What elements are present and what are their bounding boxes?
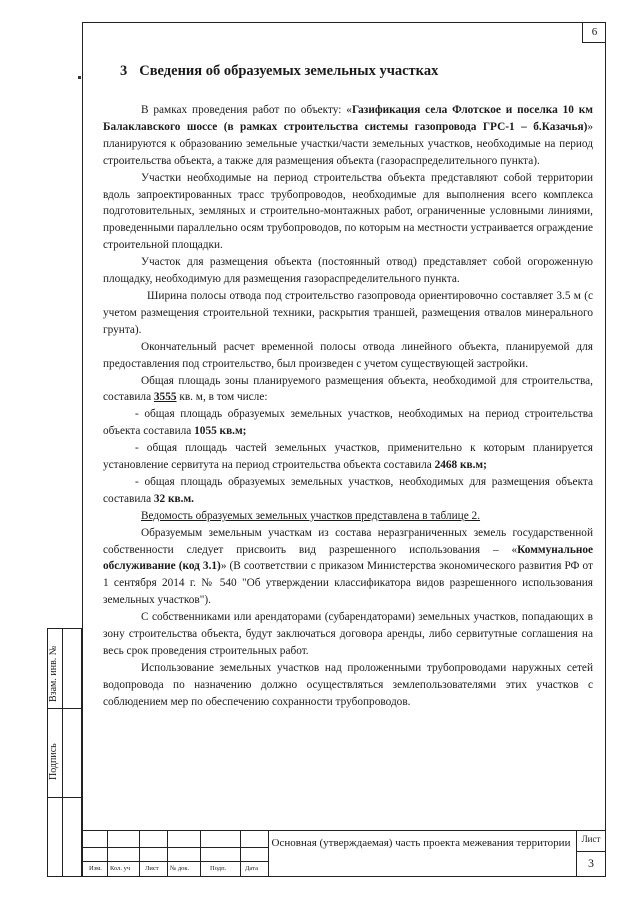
project-name: Газификация села Флотское и поселка 10 км Балаклавского шоссе (в рамках строительства системы газопровода ГРС-1 – б.Казачья) [103,104,593,133]
title-block-col-line [200,830,201,877]
side-label-signature: Подпись [48,743,59,780]
side-stamp-row-divider [47,797,82,798]
area-value: 1055 кв.м; [194,425,247,438]
text-run: » (В соответствии с приказом Министерства экономического развития РФ от 1 сентября 2014 г. № 540 "Об утверждении классификатора видов разрешенного использования земельных участков"). [103,560,593,607]
area-value: 2468 кв.м; [434,459,487,472]
text-run: - общая площадь частей земельных участков, применительно к которым планируется установление сервитута на период строительства объекта составила [103,442,593,472]
bullet-item [103,440,593,474]
section-heading [120,63,438,80]
paragraph: Окончательный расчет временной полосы отвода линейного объекта, планируемой для предоставления под строительство, был произведен с учетом существующей застройки. [103,340,593,370]
paragraph [103,102,593,170]
paragraph [103,373,593,407]
paragraph: Участки необходимые на период строительства объекта представляют собой территории вдоль запроектированных трасс трубопроводов, необходимые для выполнения всего комплекса подготовительных, земляных и строительно-монтажных работ, ограниченные условными линиями, проведенными параллельно осям трубопроводов, по которым на местности устраивается ограждение строительной площадки. [103,171,593,252]
document-body [103,102,593,711]
title-block-col-line [240,830,241,877]
title-block-col-line [107,830,108,877]
paragraph: Ширина полосы отвода под строительство газопровода ориентировочно составляет 3.5 м (с учетом размещения строительной техники, раскрытия траншей, размещения отвалов минерального грунта). [103,289,593,336]
section-title: Сведения об образуемых земельных участках [139,63,439,79]
side-stamp-divider [62,628,63,877]
col-label-date: Дата [245,865,258,872]
col-label-count: Кол. уч [110,865,131,872]
text-run: - общая площадь образуемых земельных участков, необходимых для размещения объекта составила [103,475,593,505]
text-run: Общая площадь зоны планируемого размещения объекта, необходимой для строительства, составила [103,374,593,404]
col-label-signature: Подп. [210,865,227,872]
title-block-col-line [139,830,140,877]
area-value: 32 кв.м. [153,492,194,505]
corner-page-number: 6 [582,22,606,43]
sheet-label: Лист [581,834,601,844]
table-reference: Ведомость образуемых земельных участков представлена в таблице 2. [141,509,481,522]
margin-mark [78,76,81,79]
side-label-replacement-inv: Взам. инв. № [48,645,59,702]
sheet-number: 3 [588,856,594,870]
document-title: Основная (утверждаемая) часть проекта межевания территории [271,837,571,849]
col-label-sheet: Лист [145,865,159,872]
paragraph [103,508,593,525]
paragraph: Участок для размещения объекта (постоянный отвод) представляет собой огороженную площадку, необходимую для размещения газораспределительного пункта. [103,256,593,286]
text-run: кв. м, в том числе: [176,391,268,404]
col-label-change: Изм. [89,865,102,872]
paragraph: Использование земельных участков над проложенными трубопроводами наружных сетей водопровода по назначению должно осуществляться землепользователями этих участков с соблюдением мер по обеспечению сохранности трубопроводов. [103,661,593,708]
section-number: 3 [120,63,128,79]
text-run: - общая площадь образуемых земельных участков, необходимых на период строительства объекта составила [103,408,593,438]
paragraph: С собственниками или арендаторами (субарендаторами) земельных участков, попадающих в зону строительства объекта, будут заключаться договора аренды, либо сервитутные соглашения на весь срок проведения строительных работ. [103,611,593,657]
col-label-doc-no: № док. [170,865,190,872]
title-block-col-line [167,830,168,877]
title-block-row-line [576,851,606,852]
paragraph [103,525,593,610]
bullet-item [103,406,593,440]
text-run: Образуемым земельным участкам из состава неразграниченных земель государственной собственности следует присвоить вид разрешенного использования – « [103,526,593,556]
text-run: » планируются к образованию земельные участки/части земельных участков, необходимые на период строительства объекта, а также для размещения объекта (газораспределительного пункта). [103,120,593,167]
permitted-use-type: Коммунальное обслуживание (код 3.1) [103,543,593,573]
text-run: В рамках проведения работ по объекту: « [141,104,352,116]
bullet-item [103,474,593,508]
total-area-value: 3555 [153,391,177,404]
side-stamp-row-divider [47,708,82,709]
